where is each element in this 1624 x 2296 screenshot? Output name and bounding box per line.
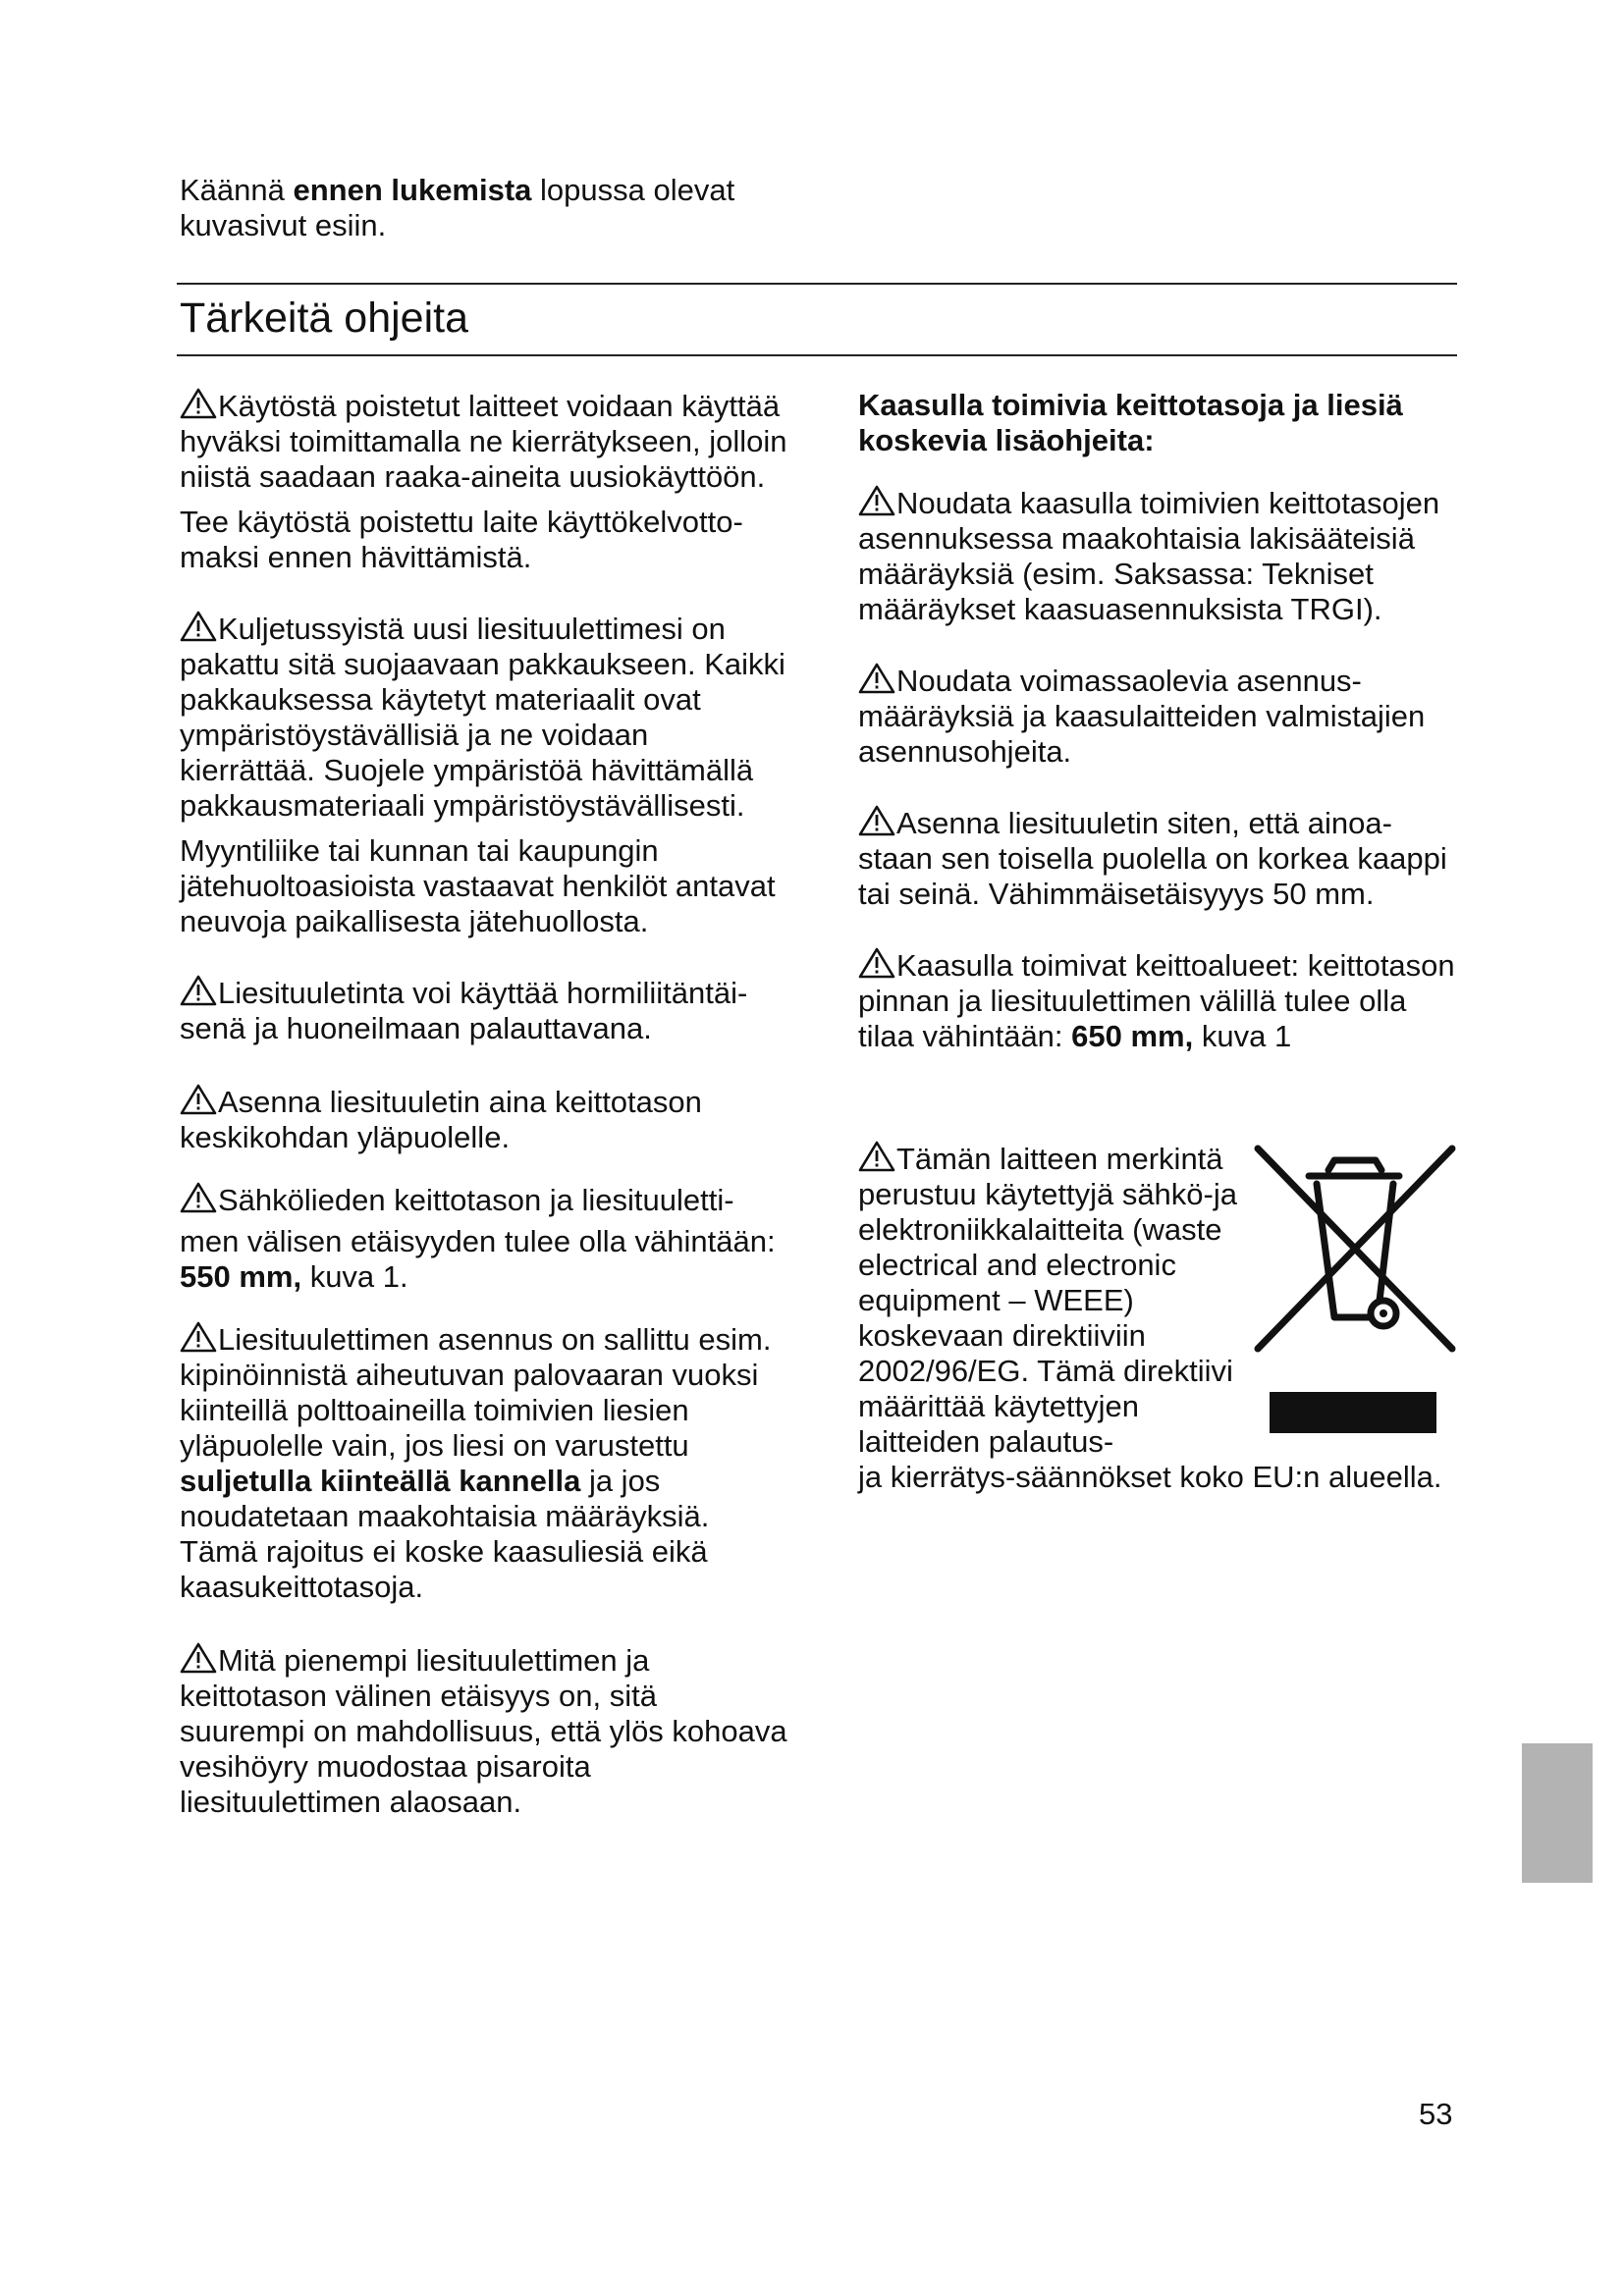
gas-subheading: Kaasulla toimivia keittotasoja ja liesiä koskevia lisäohjeita: [858, 388, 1403, 457]
warning-triangle-icon [180, 388, 217, 419]
packaging-note: Kuljetussyistä uusi liesituulettimesi on pakattu sitä suojaavaan pakkaukseen. Kaikki pakkauksessa käytetyt materiaalit ovat ympäristöystävällisiä ja ne voidaan kierrättää. Suojele ympäristöä hävittämällä pakkausmateriaali ympäristöystävällisesti. [180, 612, 785, 823]
warning-triangle-icon [858, 947, 895, 979]
exhaust-mode-note: Liesituuletinta voi käyttää hormiliitäntäi-senä ja huoneilmaan palauttavana. [180, 976, 748, 1045]
recycling-note: Käytöstä poistetut laitteet voidaan käyttää hyväksi toimittamalla ne kierrätykseen, jolloin niistä saadaan raaka-aineita uusiokäyttöön. [180, 389, 787, 494]
center-install-note: Asenna liesituuletin aina keittotason keskikohdan yläpuolelle. [180, 1085, 702, 1154]
warning-triangle-icon [180, 1321, 217, 1353]
crossed-out-wheelie-bin-icon [1252, 1141, 1458, 1357]
warning-triangle-icon [180, 1182, 217, 1213]
warning-triangle-icon [858, 805, 895, 836]
installation-rules-note: Noudata voimassaolevia asennus-määräyksiä ja kaasulaitteiden valmistajien asennusohjeita. [858, 664, 1426, 769]
warning-triangle-icon [858, 1141, 895, 1172]
warning-triangle-icon [858, 485, 895, 516]
heading-rule-bottom [177, 354, 1457, 356]
solid-fuel-note: Liesituulettimen asennus on sallittu esim. kipinöinnistä aiheutuvan palovaaran vuoksi kiinteillä polttoaineilla toimivien liesien yläpuolelle vain, jos liesi on varustettu suljetulla kiinteällä kannella ja jos noudatetaan maakohtaisia määräyksiä. Tämä rajoitus ei koske kaasuliesiä eikä kaasukeittotasoja. [180, 1322, 772, 1604]
waste-advice-note: Myyntiliike tai kunnan tai kaupungin jätehuoltoasioista vastaavat henkilöt antavat neuvoja paikallisesta jätehuollosta. [180, 833, 776, 938]
warning-triangle-icon [180, 975, 217, 1006]
warning-triangle-icon [180, 1642, 217, 1674]
condensation-note: Mitä pienempi liesituulettimen ja keittotason välinen etäisyys on, sitä suurempi on mahdollisuus, että ylös kohoava vesihöyry muodostaa pisaroita liesituulettimen alaosaan. [180, 1643, 787, 1819]
page-title: Tärkeitä ohjeita [180, 294, 468, 342]
intro-text: Käännä ennen lukemista lopussa olevat kuvasivut esiin. [180, 173, 735, 242]
section-tab-marker [1522, 1743, 1593, 1883]
right-column [858, 388, 1457, 1054]
weee-text: Tämän laitteen merkintä perustuu käytettyjä sähkö-ja elektroniikkalaitteita (waste electrical and electronic equipment – WEEE) koskevaan direktiiviin 2002/96/EG. Tämä direktiivi määrittää käytettyjen laitteiden palautus- [858, 1142, 1237, 1459]
weee-text-last-line: ja kierrätys-säännökset koko EU:n alueella. [858, 1460, 1442, 1494]
gas-distance-note: Kaasulla toimivat keittoalueet: keittotason pinnan ja liesituulettimen välillä tulee olla tilaa vähintään: 650 mm, kuva 1 [858, 948, 1455, 1053]
weee-bin-bar [1270, 1392, 1436, 1433]
gas-regulations-note: Noudata kaasulla toimivien keittotasojen asennuksessa maakohtaisia lakisääteisiä määräyksiä (esim. Saksassa: Tekniset määräykset kaasuasennuksista TRGI). [858, 486, 1440, 626]
page-number: 53 [1419, 2097, 1453, 2131]
disable-appliance-note: Tee käytöstä poistettu laite käyttökelvotto-maksi ennen hävittämistä. [180, 505, 743, 574]
warning-triangle-icon [180, 611, 217, 642]
left-column [180, 388, 788, 1820]
warning-triangle-icon [858, 663, 895, 694]
side-clearance-note: Asenna liesituuletin siten, että ainoa-staan sen toisella puolella on korkea kaappi tai seinä. Vähimmäisetäisyyys 50 mm. [858, 806, 1447, 911]
warning-triangle-icon [180, 1084, 217, 1115]
electric-distance-note: Sähkölieden keittotason ja liesituuletti- men välisen etäisyyden tulee olla vähintään: 550 mm, kuva 1. [180, 1183, 776, 1294]
heading-rule-top [177, 283, 1457, 285]
